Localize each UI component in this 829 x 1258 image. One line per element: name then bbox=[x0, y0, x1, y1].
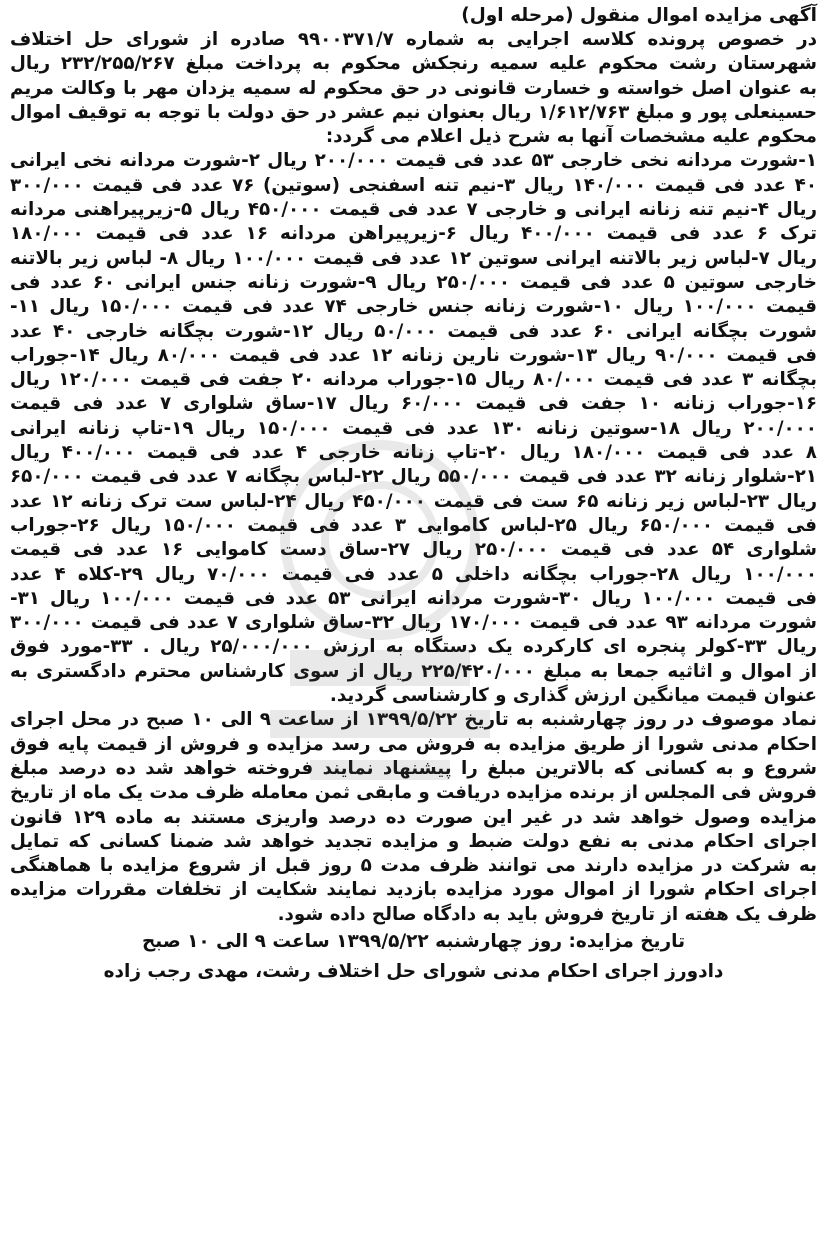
notice-line: ریال ۳۳-کولر پنجره ای کارکرده یک دستگاه به ارزش ۲۵/۰۰۰/۰۰۰ ریال . ۳۳-مورد فوق bbox=[10, 636, 817, 658]
notice-line: ۸ عدد فی قیمت ۱۸۰/۰۰۰ ریال ۲۰-تاپ زنانه خارجی ۴ عدد فی قیمت ۴۰۰/۰۰۰ ریال bbox=[10, 442, 817, 464]
notice-line: نماد موصوف در روز چهارشنبه به تاریخ ۱۳۹۹/۵/۲۲ از ساعت ۹ الی ۱۰ صبح در محل اجرای bbox=[10, 709, 817, 731]
notice-line: شهرستان رشت محکوم علیه سمیه رنجکش محکوم به پرداخت مبلغ ۲۳۲/۲۵۵/۲۶۷ ریال bbox=[10, 53, 817, 75]
notice-line: ۲۰۰/۰۰۰ ریال ۱۸-سوتین زنانه ۱۳۰ عدد فی قیمت ۱۵۰/۰۰۰ ریال ۱۹-تاپ زنانه ایرانی bbox=[10, 417, 817, 439]
notice-line: عنوان قیمت میانگین ارزش گذاری و کارشناسی گردید. bbox=[329, 685, 817, 707]
notice-line: ریال ۲۳-لباس زیر زنانه ۶۵ ست فی قیمت ۴۵۰/۰۰۰ ریال ۲۴-لباس ست ترک زنانه ۱۲ عدد bbox=[10, 490, 817, 512]
notice-line: قیمت ۱۰۰/۰۰۰ ریال ۱۰-شورت زنانه جنس خارجی ۷۴ عدد فی قیمت ۱۵۰/۰۰۰ ریال ۱۱- bbox=[10, 296, 817, 318]
notice-line: ظرف یک هفته از تاریخ فروش باید به دادگاه صالح داده شود. bbox=[277, 903, 817, 925]
signature-line: دادورز اجرای احکام مدنی شورای حل اختلاف رشت، مهدی رجب زاده bbox=[103, 960, 724, 982]
notice-line: فی قیمت ۱۰۰/۰۰۰ ریال ۳۰-شورت مردانه ایرانی ۵۳ عدد فی قیمت ۱۰۰/۰۰۰ ریال ۳۱- bbox=[10, 587, 817, 609]
notice-line: شلواری ۵۴ عدد فی قیمت ۲۵۰/۰۰۰ ریال ۲۷-ساق دست کاموایی ۱۶ عدد فی قیمت bbox=[10, 539, 817, 561]
notice-line: شورت بچگانه ایرانی ۶۰ عدد فی قیمت ۵۰/۰۰۰ ریال ۱۲-شورت بچگانه خارجی ۴۰ عدد bbox=[10, 320, 817, 342]
notice-line: بچگانه ۳ عدد فی قیمت ۸۰/۰۰۰ ریال ۱۵-جوراب مردانه ۲۰ جفت فی قیمت ۱۲۰/۰۰۰ ریال bbox=[10, 369, 817, 391]
notice-line: ۴۰ عدد فی قیمت ۱۴۰/۰۰۰ ریال ۳-نیم تنه اسفنجی (سوتین) ۷۶ عدد فی قیمت ۳۰۰/۰۰۰ bbox=[10, 174, 817, 196]
notice-line: محکوم علیه مشخصات آنها به شرح ذیل اعلام می گردد: bbox=[325, 126, 817, 148]
notice-line: ریال ۴-نیم تنه زنانه ایرانی و خارجی ۷ عدد فی قیمت ۴۵۰/۰۰۰ ریال ۵-زیرپیراهنی مردانه bbox=[10, 199, 817, 221]
notice-line: به شرکت در مزایده دارند می توانند ظرف مدت ۵ روز قبل از شروع مزایده با هماهنگی bbox=[10, 855, 817, 877]
notice-line: ۱۶-جوراب زنانه ۱۰ جفت فی قیمت ۶۰/۰۰۰ ریال ۱۷-ساق شلواری ۷ عدد فی قیمت bbox=[10, 393, 817, 415]
notice-title: آگهی مزایده اموال منقول (مرحله اول) bbox=[461, 5, 817, 26]
notice-line: شورت مردانه ۹۳ عدد فی قیمت ۱۷۰/۰۰۰ ریال ۳۲-ساق شلواری ۷ عدد فی قیمت ۳۰۰/۰۰۰ bbox=[10, 612, 817, 634]
notice-line: فروش فی المجلس از برنده مزایده دریافت و مابقی ثمن معامله ظرف مدت یک ماه از تاریخ bbox=[10, 782, 817, 804]
auction-date-line: تاریخ مزایده: روز چهارشنبه ۱۳۹۹/۵/۲۲ ساعت ۹ الی ۱۰ صبح bbox=[141, 930, 686, 952]
notice-line: به عنوان اصل خواسته و خسارت قانونی در حق محکوم له سمیه یزدان مهر با وکالت مریم bbox=[10, 77, 817, 99]
notice-line: از اموال و اثاثیه جمعا به مبلغ ۲۲۵/۴۲۰/۰۰۰ ریال از سوی کارشناس محترم دادگستری به bbox=[10, 660, 817, 682]
notice-line: ریال ۷-لباس زیر بالاتنه ایرانی سوتین ۱۲ عدد فی قیمت ۱۰۰/۰۰۰ ریال ۸- لباس زیر بالاتنه bbox=[10, 247, 817, 269]
notice-line: فی قیمت ۹۰/۰۰۰ ریال ۱۳-شورت نارین زنانه ۱۲ عدد فی قیمت ۸۰/۰۰۰ ریال ۱۴-جوراب bbox=[10, 344, 817, 366]
notice-body bbox=[10, 28, 817, 927]
notice-line: ۱۰۰/۰۰۰ ریال ۲۸-جوراب بچگانه داخلی ۵ عدد فی قیمت ۷۰/۰۰۰ ریال ۲۹-کلاه ۴ عدد bbox=[10, 563, 817, 585]
notice-line: اجرای احکام مدنی به نفع دولت ضبط و مزایده تجدید خواهد شد ضمنا کسانی که تمایل bbox=[10, 830, 817, 852]
notice-line: ۲۱-شلوار زنانه ۳۲ عدد فی قیمت ۵۵۰/۰۰۰ ریال ۲۲-لباس بچگانه ۷ عدد فی قیمت ۶۵۰/۰۰۰ bbox=[10, 466, 817, 488]
notice-line: شروع و به کسانی که بالاترین مبلغ را پیشنهاد نمایند فروخته خواهد شد ده درصد مبلغ bbox=[10, 757, 817, 779]
notice-line: اجرای احکام شورا از اموال مورد مزایده بازدید نمایند شکایت از تخلفات مقررات مزایده bbox=[10, 879, 817, 901]
notice-line: ترک ۶ عدد فی قیمت ۴۰۰/۰۰۰ ریال ۶-زیرپیراهن مردانه ۱۶ عدد فی قیمت ۱۸۰/۰۰۰ bbox=[10, 223, 817, 245]
notice-line: خارجی سوتین ۵ عدد فی قیمت ۲۵۰/۰۰۰ ریال ۹-شورت زنانه جنس ایرانی ۶۰ عدد فی bbox=[10, 271, 817, 293]
notice-line: فی قیمت ۶۵۰/۰۰۰ ریال ۲۵-لباس کاموایی ۳ عدد فی قیمت ۱۵۰/۰۰۰ ریال ۲۶-جوراب bbox=[10, 514, 817, 536]
notice-line: مزایده وصول خواهد شد در غیر این صورت ده درصد واریزی مستند به ماده ۱۲۹ قانون bbox=[10, 806, 817, 828]
notice-line: احکام مدنی شورا از طریق مزایده به فروش می رسد مزایده و فروش از قیمت پایه فوق bbox=[10, 733, 817, 755]
notice-line: ۱-شورت مردانه نخی خارجی ۵۳ عدد فی قیمت ۲۰۰/۰۰۰ ریال ۲-شورت مردانه نخی ایرانی bbox=[10, 150, 817, 172]
notice-line: در خصوص پرونده کلاسه اجرایی به شماره ۹۹۰۰۳۷۱/۷ صادره از شورای حل اختلاف bbox=[10, 29, 817, 50]
notice-line: حسینعلی پور و مبلغ ۱/۶۱۲/۷۶۳ ریال بعنوان نیم عشر در حق دولت با توجه به توقیف اموال bbox=[10, 101, 817, 123]
